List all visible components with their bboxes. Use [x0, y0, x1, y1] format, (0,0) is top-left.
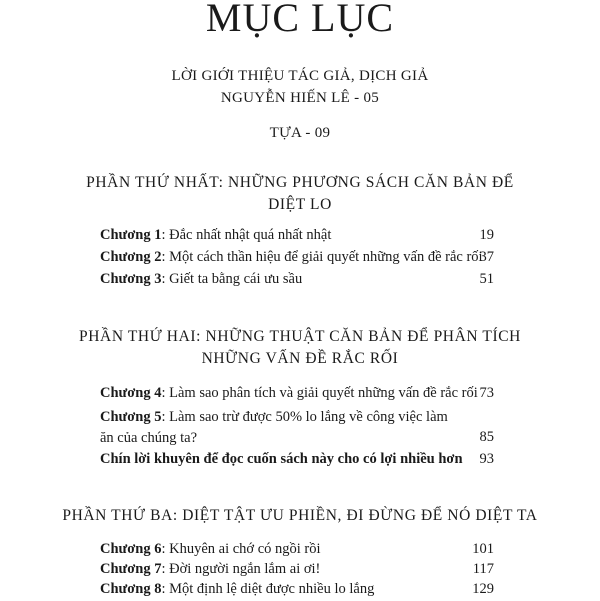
preface-line: TỰA - 09: [269, 125, 331, 141]
toc-entry[interactable]: [0, 561, 600, 581]
toc-entry-title: Chương 6: Khuyên ai chớ có ngồi rồi: [100, 541, 321, 557]
toc-entry-page: 117: [472, 561, 494, 577]
part-3-heading-line-1: PHẦN THỨ BA: DIỆT TẬT ƯU PHIỀN, ĐI ĐỪNG ĐỂ NÓ DIỆT TA: [62, 507, 538, 524]
toc-entry[interactable]: [0, 581, 600, 601]
part-1-entries: [0, 227, 600, 293]
toc-entry[interactable]: [0, 271, 600, 293]
part-3-entries: [0, 541, 600, 601]
toc-entry[interactable]: [0, 407, 600, 451]
part-2-heading: [0, 326, 600, 370]
page-title: MỤC LỤC: [205, 0, 395, 40]
part-1-heading-line-2: DIỆT LO: [268, 196, 332, 213]
toc-entry[interactable]: [0, 451, 600, 473]
toc-entry-title: Chương 8: Một định lệ diệt được nhiều lo lắng: [100, 581, 375, 597]
toc-entry[interactable]: [0, 227, 600, 249]
part-3-heading: [0, 505, 600, 527]
part-2-entries: [0, 385, 600, 473]
toc-entry-page: 19: [479, 227, 494, 243]
toc-entry-title: Chương 7: Đời người ngắn lắm ai ơi!: [100, 561, 321, 577]
intro-line-1: LỜI GIỚI THIỆU TÁC GIẢ, DỊCH GIẢ: [171, 68, 429, 84]
toc-entry-page: 85: [479, 429, 494, 445]
toc-entry[interactable]: [0, 541, 600, 561]
toc-entry-title: Chương 2: Một cách thần hiệu để giải quyết những vấn đề rắc rối: [100, 249, 483, 265]
toc-entry-title: Chương 3: Giết ta bằng cái ưu sầu: [100, 271, 303, 287]
part-1-heading: [0, 172, 600, 216]
part-2-heading-line-2: NHỮNG VẤN ĐỀ RẮC RỐI: [201, 350, 399, 367]
toc-entry-page: 37: [479, 249, 494, 265]
toc-entry-title: Chín lời khuyên để đọc cuốn sách này cho có lợi nhiều hơn: [100, 451, 463, 467]
toc-entry-page: 129: [472, 581, 494, 597]
toc-entry[interactable]: [0, 249, 600, 271]
part-1-heading-line-1: PHẦN THỨ NHẤT: NHỮNG PHƯƠNG SÁCH CĂN BẢN ĐỂ: [86, 174, 514, 191]
toc-entry-page: 51: [479, 271, 494, 287]
toc-entry-title: Chương 5: Làm sao trừ được 50% lo lắng về công việc làm ăn của chúng ta?: [100, 409, 448, 446]
intro-line-2: NGUYỄN HIẾN LÊ - 05: [220, 90, 380, 106]
toc-entry[interactable]: [0, 385, 600, 407]
part-2-heading-line-1: PHẦN THỨ HAI: NHỮNG THUẬT CĂN BẢN ĐỂ PHÂN TÍCH: [79, 328, 521, 345]
toc-entry-page: 93: [479, 451, 494, 467]
toc-entry-page: 73: [479, 385, 494, 401]
toc-entry-title: Chương 1: Đắc nhất nhật quá nhất nhật: [100, 227, 332, 243]
toc-entry-page: 101: [472, 541, 494, 557]
toc-entry-title: Chương 4: Làm sao phân tích và giải quyết những vấn đề rắc rối: [100, 385, 478, 401]
